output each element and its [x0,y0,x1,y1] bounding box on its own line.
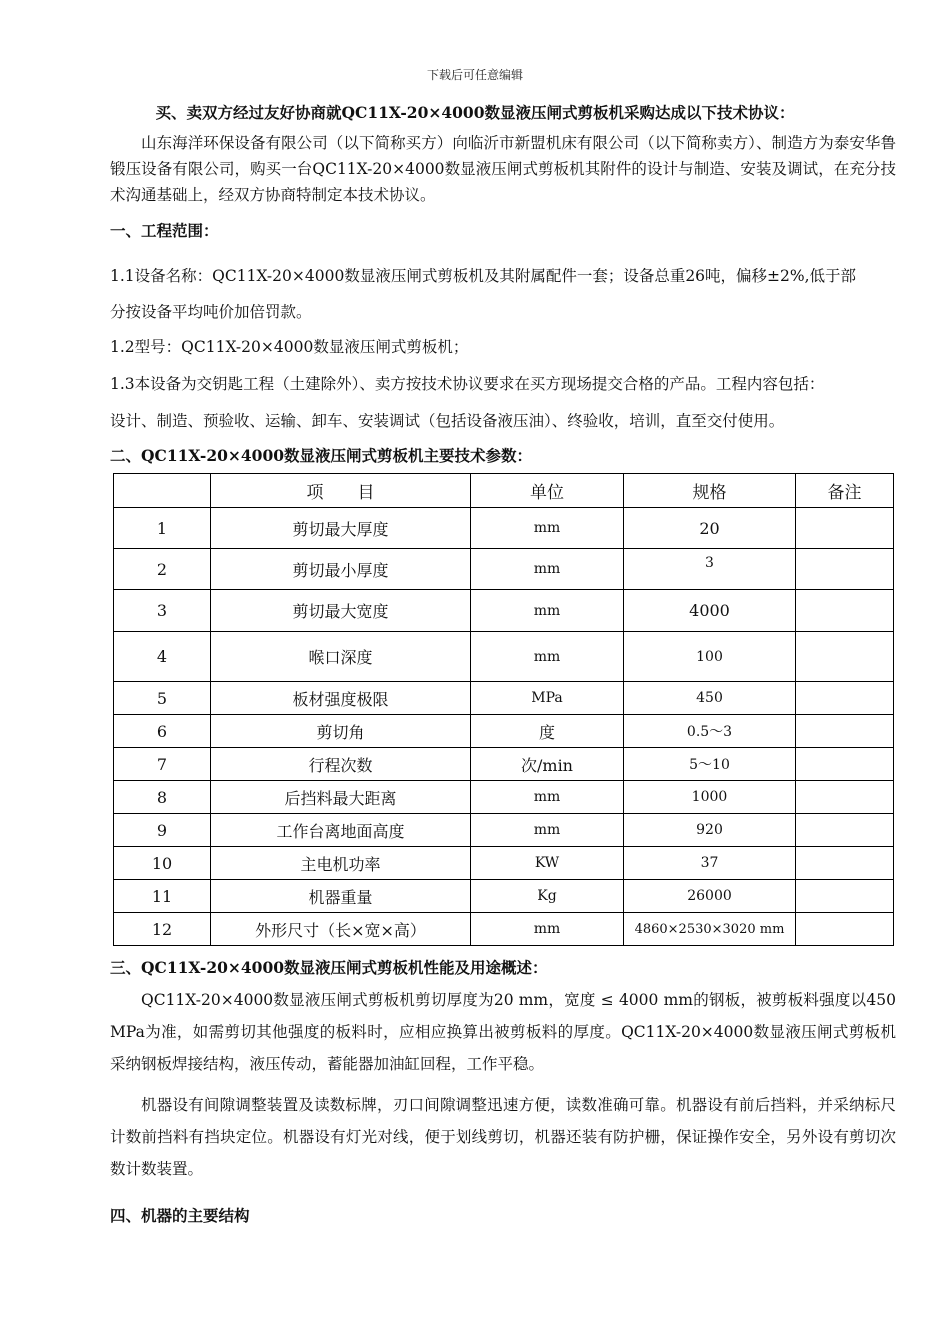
row-spec: 26000 [624,880,796,913]
row-item: 工作台离地面高度 [211,814,471,847]
row-item: 剪切最大厚度 [211,508,471,549]
row-item: 剪切最大宽度 [211,590,471,632]
row-no: 6 [114,715,211,748]
row-no: 9 [114,814,211,847]
row-spec: 100 [624,632,796,682]
row-note [796,880,894,913]
row-unit: mm [471,814,624,847]
row-no: 3 [114,590,211,632]
row-note [796,748,894,781]
row-no: 1 [114,508,211,549]
section-3-paragraph-1: QC11X-20×4000数显液压闸式剪板机剪切厚度为20 mm，宽度 ≤ 4000 mm的钢板，被剪板料强度以450 MPa为准，如需剪切其他强度的板料时，应相应换算出被剪板料的厚度。QC11X-20×4000数显液压闸式剪板机采纳钢板焊接结构，液压传动，蓄能器加油缸回程，工作平稳。 [110,991,896,1073]
row-unit: 度 [471,715,624,748]
row-item: 主电机功率 [211,847,471,880]
clause-1-2: 1.2型号：QC11X-20×4000数显液压闸式剪板机； [110,338,469,356]
column-header-note: 备注 [796,474,894,508]
row-spec: 20 [624,508,796,549]
table-row [114,590,894,632]
technical-parameters-table [113,473,894,946]
table-row [114,715,894,748]
table-header-row [114,474,894,508]
section-3-paragraph-2: 机器设有间隙调整装置及读数标牌，刃口间隙调整迅速方便，读数准确可靠。机器设有前后挡料，并采纳标尺计数前挡料有挡块定位。机器设有灯光对线，便于划线剪切，机器还装有防护栅，保证操作安全，另外设有剪切次数计数装置。 [110,1096,896,1178]
row-item: 外形尺寸（长×宽×高） [211,913,471,946]
row-item: 板材强度极限 [211,682,471,715]
row-spec: 4860×2530×3020 mm [624,913,796,946]
row-spec: 0.5～3 [624,715,796,748]
row-unit: mm [471,632,624,682]
row-note [796,549,894,590]
row-item: 机器重量 [211,880,471,913]
intro-paragraph: 山东海洋环保设备有限公司（以下简称买方）向临沂市新盟机床有限公司（以下简称卖方）、制造方为泰安华鲁锻压设备有限公司，购买一台QC11X-20×4000数显液压闸式剪板机其附件的设计与制造、安装及调试，在充分技术沟通基础上，经双方协商特制定本技术协议。 [110,134,896,204]
clause-1-3-line-a: 1.3本设备为交钥匙工程（土建除外）、卖方按技术协议要求在买方现场提交合格的产品。工程内容包括： [110,375,825,393]
row-unit: KW [471,847,624,880]
row-unit: 次/min [471,748,624,781]
row-no: 8 [114,781,211,814]
row-note [796,847,894,880]
row-spec: 5～10 [624,748,796,781]
table-row [114,508,894,549]
row-item: 剪切最小厚度 [211,549,471,590]
row-item: 剪切角 [211,715,471,748]
table-row [114,847,894,880]
row-no: 10 [114,847,211,880]
table-row [114,748,894,781]
clause-1-3-line-b: 设计、制造、预验收、运输、卸车、安装调试（包括设备液压油）、终验收，培训，直至交付使用。 [110,412,785,430]
row-no: 12 [114,913,211,946]
row-unit: Kg [471,880,624,913]
row-note [796,913,894,946]
row-unit: mm [471,590,624,632]
row-no: 4 [114,632,211,682]
section-1-heading: 一、工程范围： [110,221,219,240]
row-unit: mm [471,549,624,590]
row-note [796,508,894,549]
row-unit: mm [471,913,624,946]
row-spec: 4000 [624,590,796,632]
column-header-no [114,474,211,508]
section-3-heading: 三、QC11X-20×4000数显液压闸式剪板机性能及用途概述： [110,958,548,977]
table-row [114,913,894,946]
table-row [114,781,894,814]
column-header-item: 项 目 [211,474,471,508]
row-note [796,814,894,847]
section-4-heading: 四、机器的主要结构 [110,1206,250,1225]
column-header-unit: 单位 [471,474,624,508]
row-note [796,781,894,814]
row-item: 喉口深度 [211,632,471,682]
row-item: 后挡料最大距离 [211,781,471,814]
table-row [114,632,894,682]
row-spec: 920 [624,814,796,847]
table-row [114,814,894,847]
clause-1-1-line-a: 1.1设备名称：QC11X-20×4000数显液压闸式剪板机及其附属配件一套；设备总重26吨，偏移±2%,低于部 [110,267,857,285]
section-2-heading: 二、QC11X-20×4000数显液压闸式剪板机主要技术参数： [110,446,533,465]
row-spec: 37 [624,847,796,880]
row-no: 5 [114,682,211,715]
row-note [796,590,894,632]
document-title: 买、卖双方经过友好协商就QC11X-20×4000数显液压闸式剪板机采购达成以下技术协议： [155,103,795,122]
clause-1-1-line-b: 分按设备平均吨价加倍罚款。 [110,303,312,321]
row-spec: 450 [624,682,796,715]
row-spec: 1000 [624,781,796,814]
row-no: 2 [114,549,211,590]
row-unit: MPa [471,682,624,715]
column-header-spec: 规格 [624,474,796,508]
table-row [114,682,894,715]
row-unit: mm [471,508,624,549]
row-item: 行程次数 [211,748,471,781]
row-note [796,632,894,682]
row-no: 7 [114,748,211,781]
table-row [114,880,894,913]
row-spec: 3 [624,549,796,590]
row-unit: mm [471,781,624,814]
header-note: 下载后可任意编辑 [426,68,523,82]
row-note [796,682,894,715]
table-row [114,549,894,590]
row-no: 11 [114,880,211,913]
row-note [796,715,894,748]
